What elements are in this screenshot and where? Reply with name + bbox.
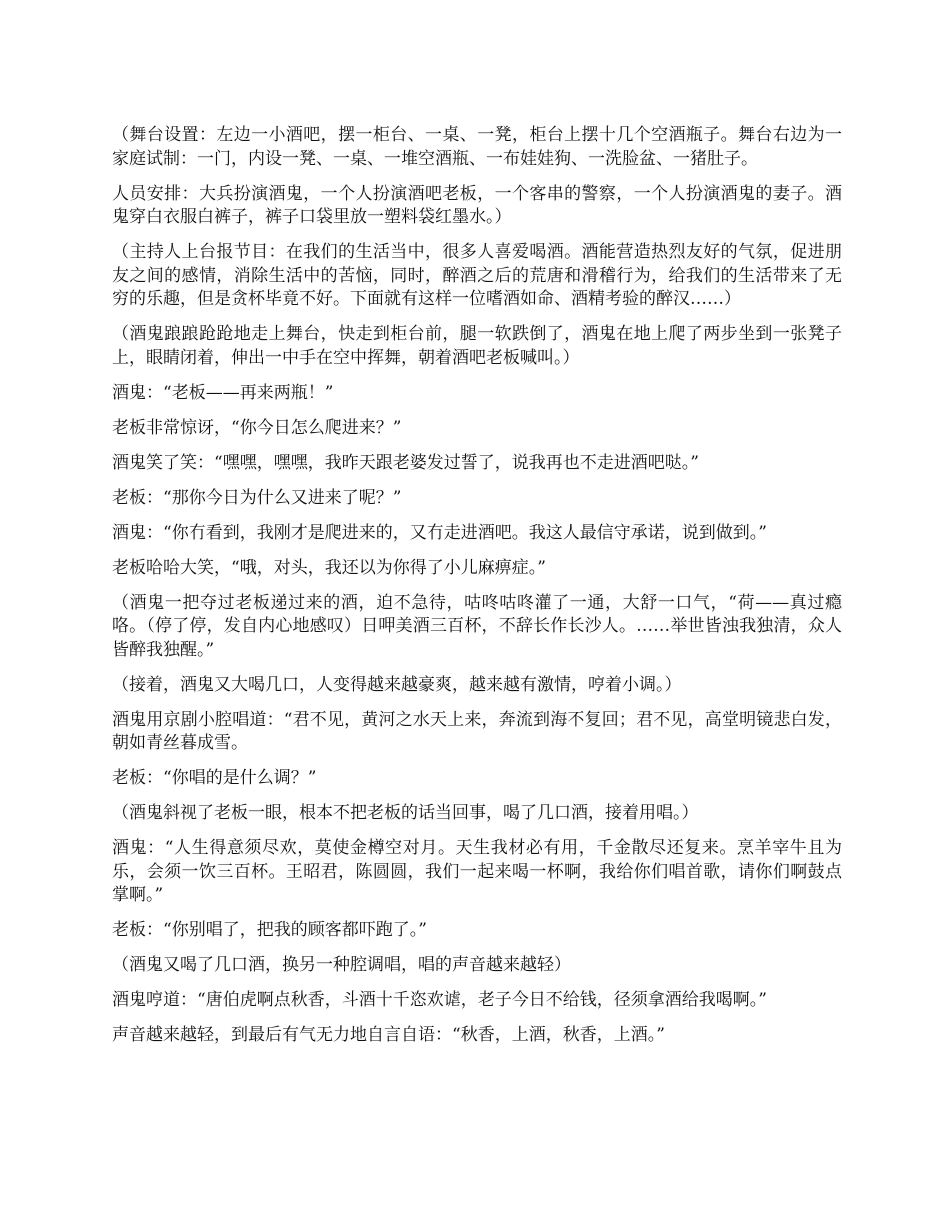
paragraph-dialogue: 酒鬼用京剧小腔唱道：“君不见，黄河之水天上来，奔流到海不复回；君不见，高堂明镜悲白发，朝如青丝暮成雪。 — [112, 709, 842, 753]
paragraph-stage-direction: （酒鬼踉踉跄跄地走上舞台，快走到柜台前，腿一软跌倒了，酒鬼在地上爬了两步坐到一张凳子上，眼睛闭着，伸出一中手在空中挥舞，朝着酒吧老板喊叫。） — [112, 324, 842, 368]
paragraph-dialogue: 老板非常惊讶，“你今日怎么爬进来？” — [112, 417, 402, 438]
paragraph-stage-direction: （酒鬼一把夺过老板递过来的酒，迫不急待，咕咚咕咚灌了一通，大舒一口气，“荷——真过瘾咯。（停了停，发自内心地感叹）日呷美酒三百杯，不辞长作长沙人。……举世皆浊我独清，众人皆醉我独醒。” — [112, 592, 842, 660]
paragraph-dialogue: 声音越来越轻，到最后有气无力地自言自语：“秋香，上酒，秋香，上酒。” — [112, 1025, 665, 1045]
paragraph-dialogue: 老板哈哈大笑，“哦，对头，我还以为你得了小儿麻痹症。” — [112, 557, 546, 578]
paragraph-dialogue: 老板：“你唱的是什么调？” — [112, 768, 317, 788]
paragraph-dialogue: 酒鬼哼道：“唐伯虎啊点秋香，斗酒十千恣欢谑，老子今日不给钱，径须拿酒给我喝啊。” — [112, 990, 767, 1010]
paragraph-dialogue: 老板：“那你今日为什么又进来了呢？” — [112, 487, 402, 508]
paragraph-dialogue: 酒鬼：“老板——再来两瓶！” — [112, 382, 334, 403]
paragraph-host-intro: （主持人上台报节目：在我们的生活当中，很多人喜爱喝酒。酒能营造热烈友好的气氛，促进朋友之间的感情，消除生活中的苦恼，同时，醉酒之后的荒唐和滑稽行为，给我们的生活带来了无穷的乐趣，但是贪杯毕竟不好。下面就有这样一位嗜酒如命、酒精考验的醉汉……） — [112, 242, 842, 309]
document-page — [112, 124, 842, 1059]
paragraph-dialogue: 酒鬼笑了笑：“嘿嘿，嘿嘿，我昨天跟老婆发过誓了，说我再也不走进酒吧哒。” — [112, 452, 699, 473]
paragraph-stage-direction: （酒鬼又喝了几口酒，换另一种腔调唱，唱的声音越来越轻） — [112, 955, 571, 975]
paragraph-cast: 人员安排：大兵扮演酒鬼，一个人扮演酒吧老板，一个客串的警察，一个人扮演酒鬼的妻子。酒鬼穿白衣服白裤子，裤子口袋里放一塑料袋红墨水。） — [112, 183, 842, 227]
paragraph-dialogue: 酒鬼：“你冇看到，我刚才是爬进来的，又冇走进酒吧。我这人最信守承诺，说到做到。” — [112, 522, 767, 543]
paragraph-stage-direction: （接着，酒鬼又大喝几口，人变得越来越豪爽，越来越有激情，哼着小调。） — [112, 674, 682, 695]
paragraph-stage-direction: （酒鬼斜视了老板一眼，根本不把老板的话当回事，喝了几口酒，接着用唱。） — [112, 803, 699, 823]
paragraph-dialogue: 老板：“你别唱了，把我的顾客都吓跑了。” — [112, 920, 427, 940]
paragraph-dialogue: 酒鬼：“人生得意须尽欢，莫使金樽空对月。天生我材必有用，千金散尽还复来。烹羊宰牛且为乐，会须一饮三百杯。王昭君，陈圆圆，我们一起来喝一杯啊，我给你们唱首歌，请你们啊鼓点掌啊。” — [112, 838, 842, 905]
paragraph-stage-setting: （舞台设置：左边一小酒吧，摆一柜台、一桌、一凳，柜台上摆十几个空酒瓶子。舞台右边为一家庭试制：一门，内设一凳、一桌、一堆空酒瓶、一布娃娃狗、一洗脸盆、一猪肚子。 — [112, 125, 842, 169]
